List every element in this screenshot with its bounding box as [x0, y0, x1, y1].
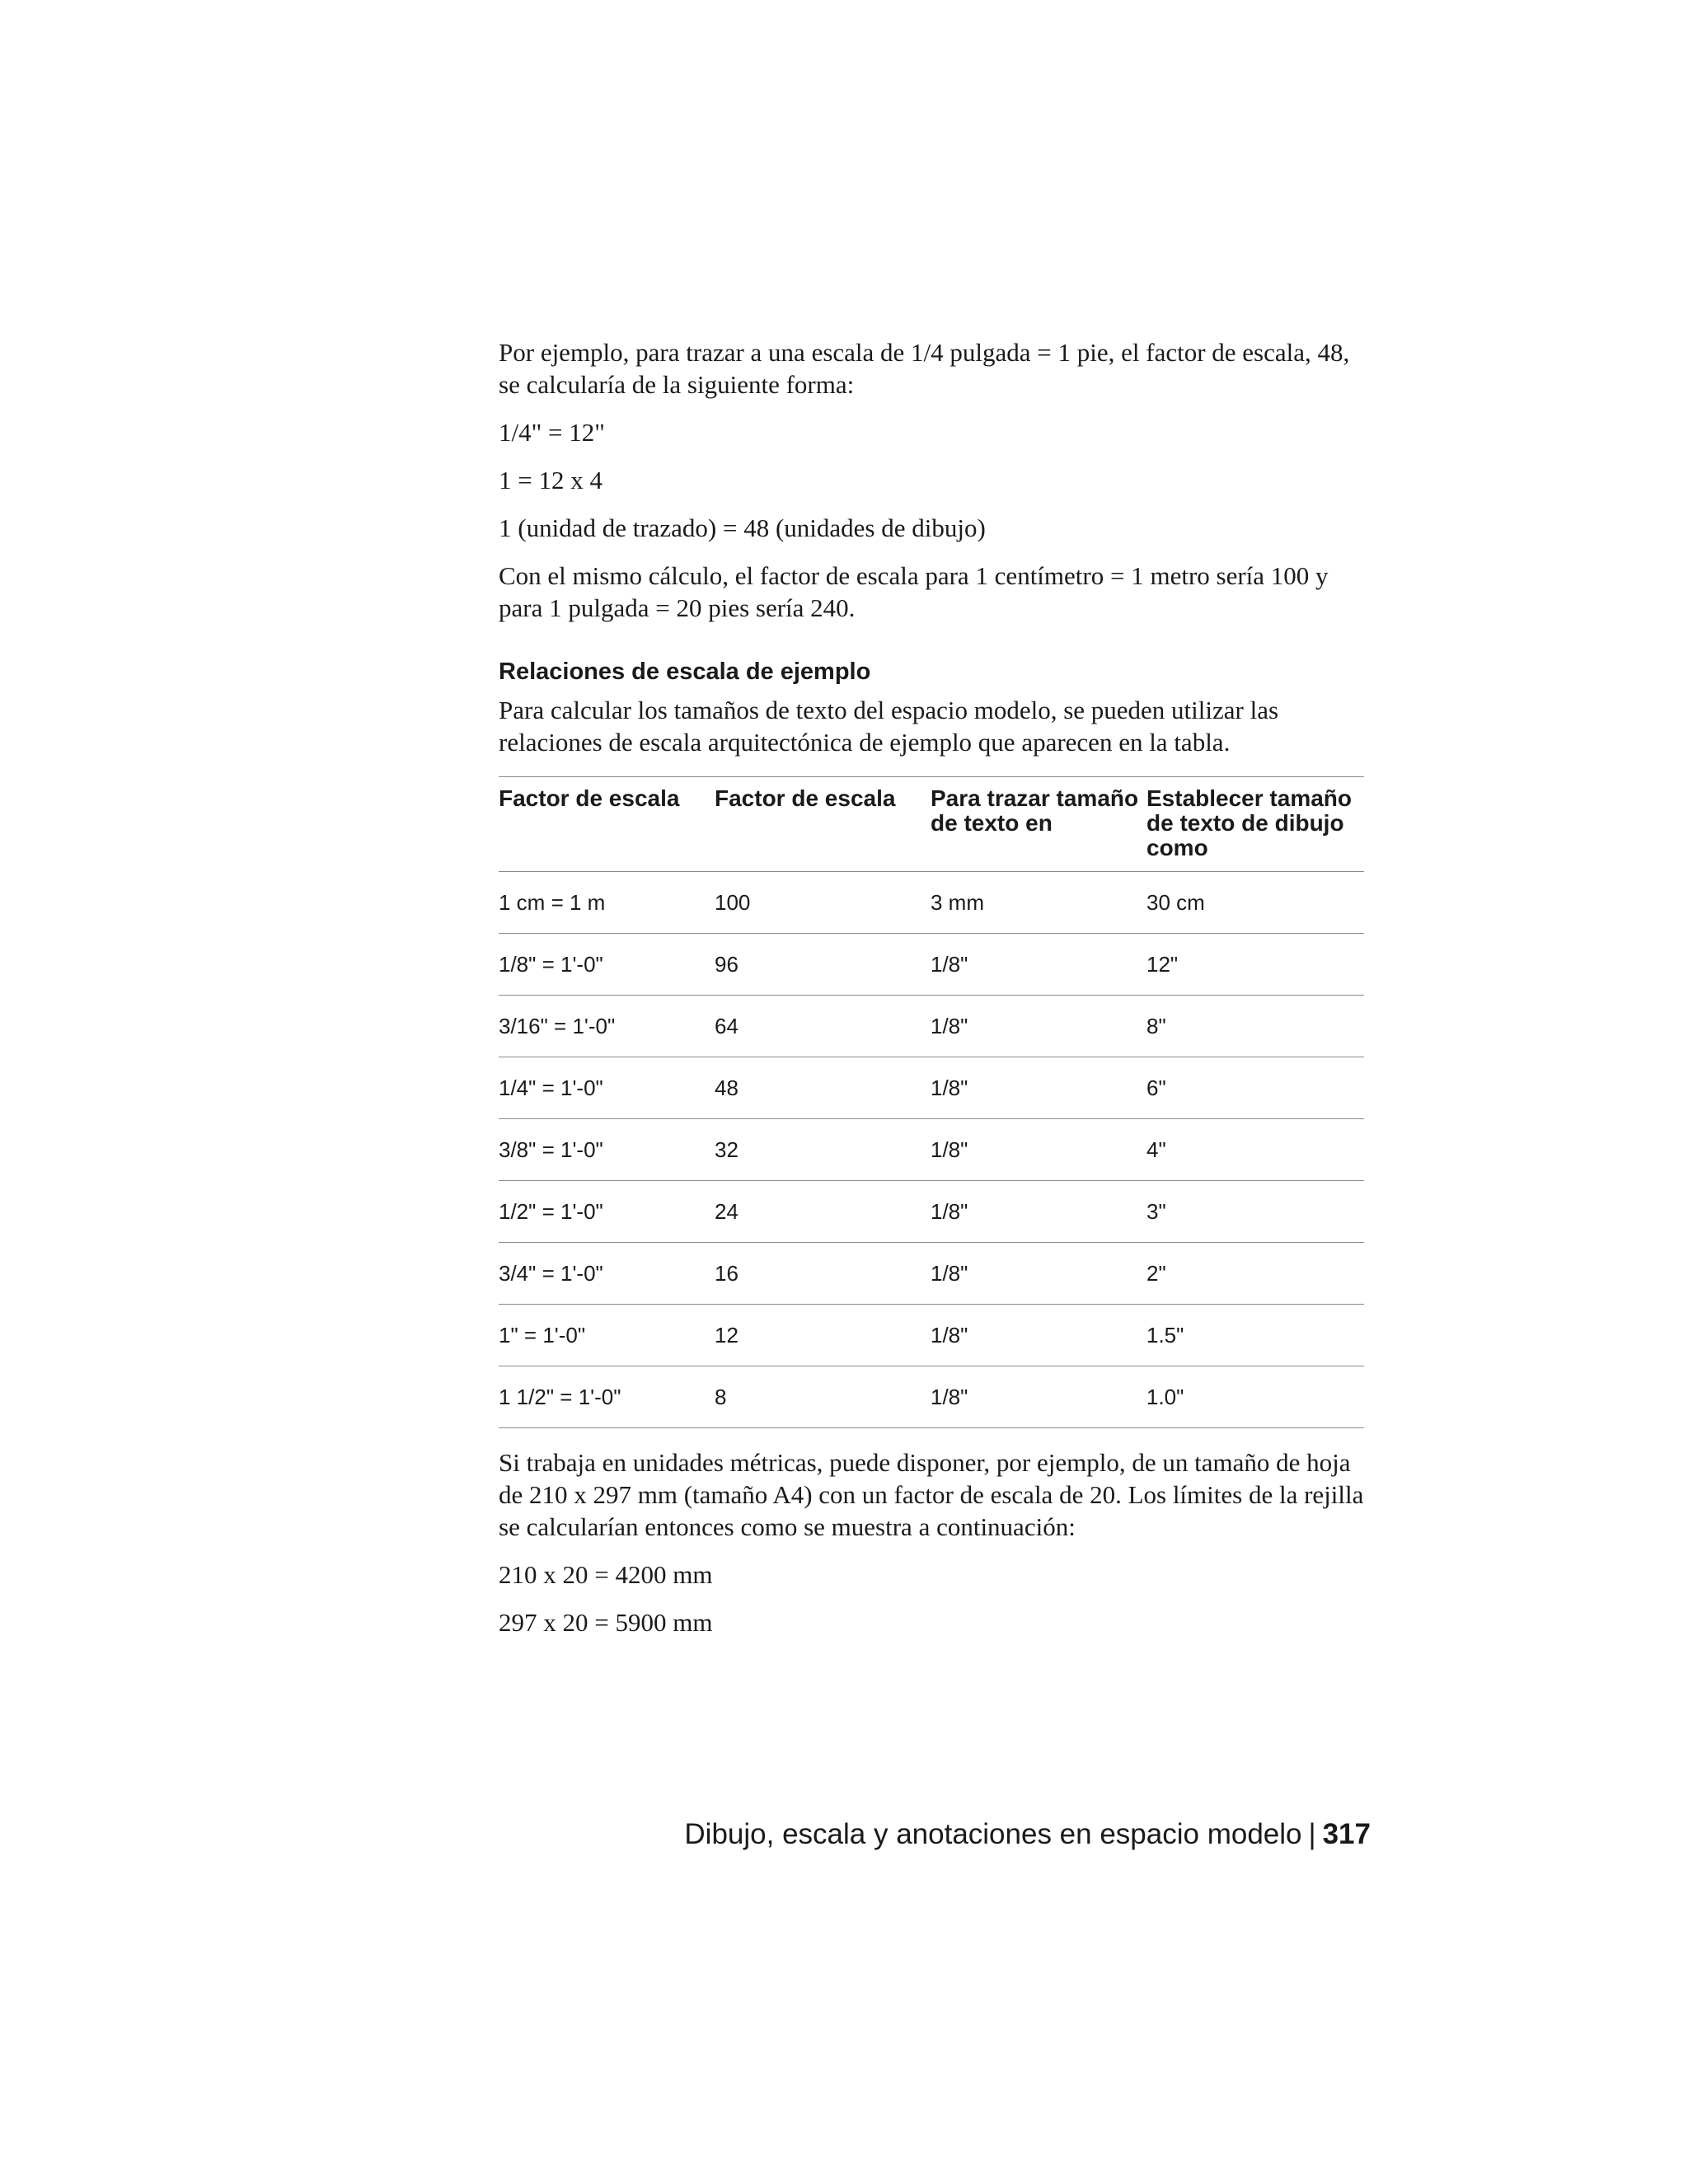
table-row [499, 1181, 1364, 1243]
table-header-cell: Factor de escala [499, 777, 715, 872]
limit-equation-2: 297 x 20 = 5900 mm [499, 1608, 713, 1637]
table-cell: 30 cm [1146, 872, 1364, 934]
limit-equation-1: 210 x 20 = 4200 mm [499, 1560, 713, 1589]
table-cell: 16 [715, 1243, 931, 1305]
table-cell: 1 1/2" = 1'-0" [499, 1366, 715, 1428]
equation-1: 1/4" = 12" [499, 418, 605, 447]
table-cell: 64 [715, 996, 931, 1057]
table-row [499, 996, 1364, 1057]
table-cell: 8" [1146, 996, 1364, 1057]
page-number: 317 [1322, 1818, 1371, 1850]
table-cell: 1/8" [931, 1057, 1146, 1119]
table-cell: 4" [1146, 1119, 1364, 1181]
table-row [499, 1119, 1364, 1181]
table-row [499, 934, 1364, 996]
footer-separator: | [1308, 1818, 1316, 1850]
metric-paragraph: Si trabaja en unidades métricas, puede disponer, por ejemplo, de un tamaño de hoja de 210 x 297 mm (tamaño A4) con un factor de escala de 20. Los límites de la rejilla se calcularían entonces como se muestra a continuación: [499, 1448, 1364, 1541]
table-cell: 1.0" [1146, 1366, 1364, 1428]
table-cell: 1/8" [931, 996, 1146, 1057]
table-cell: 8 [715, 1366, 931, 1428]
page-footer [684, 1816, 1371, 1853]
table-cell: 1/8" [931, 1305, 1146, 1366]
table-header-cell: Factor de escala [715, 777, 931, 872]
page-body [499, 336, 1371, 1654]
section-heading: Relaciones de escala de ejemplo [499, 658, 871, 685]
table-header-row [499, 777, 1364, 872]
table-row [499, 1366, 1364, 1428]
table-cell: 1" = 1'-0" [499, 1305, 715, 1366]
table-row [499, 1243, 1364, 1305]
table-cell: 3/8" = 1'-0" [499, 1119, 715, 1181]
calculation-paragraph: Con el mismo cálculo, el factor de escala para 1 centímetro = 1 metro sería 100 y para 1 pulgada = 20 pies sería 240. [499, 561, 1329, 622]
table-cell: 2" [1146, 1243, 1364, 1305]
table-row [499, 1057, 1364, 1119]
chapter-title: Dibujo, escala y anotaciones en espacio modelo [684, 1818, 1302, 1850]
equation-2: 1 = 12 x 4 [499, 466, 603, 494]
table-cell: 1 cm = 1 m [499, 872, 715, 934]
table-cell: 1/8" [931, 1366, 1146, 1428]
table-row [499, 1305, 1364, 1366]
section-intro: Para calcular los tamaños de texto del espacio modelo, se pueden utilizar las relaciones de escala arquitectónica de ejemplo que aparecen en la tabla. [499, 696, 1279, 757]
table-cell: 1/8" = 1'-0" [499, 934, 715, 996]
table-cell: 1/8" [931, 1119, 1146, 1181]
table-cell: 12" [1146, 934, 1364, 996]
table-cell: 48 [715, 1057, 931, 1119]
table-cell: 24 [715, 1181, 931, 1243]
table-cell: 12 [715, 1305, 931, 1366]
table-cell: 1/8" [931, 1181, 1146, 1243]
table-row [499, 872, 1364, 934]
table-header-cell: Para trazar tamaño de texto en [931, 777, 1146, 872]
table-cell: 1/8" [931, 934, 1146, 996]
table-header-cell: Establecer tamaño de texto de dibujo como [1146, 777, 1364, 872]
table-cell: 3/4" = 1'-0" [499, 1243, 715, 1305]
table-cell: 3/16" = 1'-0" [499, 996, 715, 1057]
intro-paragraph: Por ejemplo, para trazar a una escala de 1/4 pulgada = 1 pie, el factor de escala, 48, se calcularía de la siguiente forma: [499, 338, 1350, 399]
table-cell: 100 [715, 872, 931, 934]
table-cell: 1/8" [931, 1243, 1146, 1305]
table-cell: 32 [715, 1119, 931, 1181]
scale-table [499, 776, 1364, 1428]
table-cell: 6" [1146, 1057, 1364, 1119]
table-cell: 1/4" = 1'-0" [499, 1057, 715, 1119]
table-cell: 1/2" = 1'-0" [499, 1181, 715, 1243]
table-cell: 3" [1146, 1181, 1364, 1243]
equation-3: 1 (unidad de trazado) = 48 (unidades de dibujo) [499, 513, 986, 542]
table-cell: 3 mm [931, 872, 1146, 934]
table-cell: 96 [715, 934, 931, 996]
table-cell: 1.5" [1146, 1305, 1364, 1366]
